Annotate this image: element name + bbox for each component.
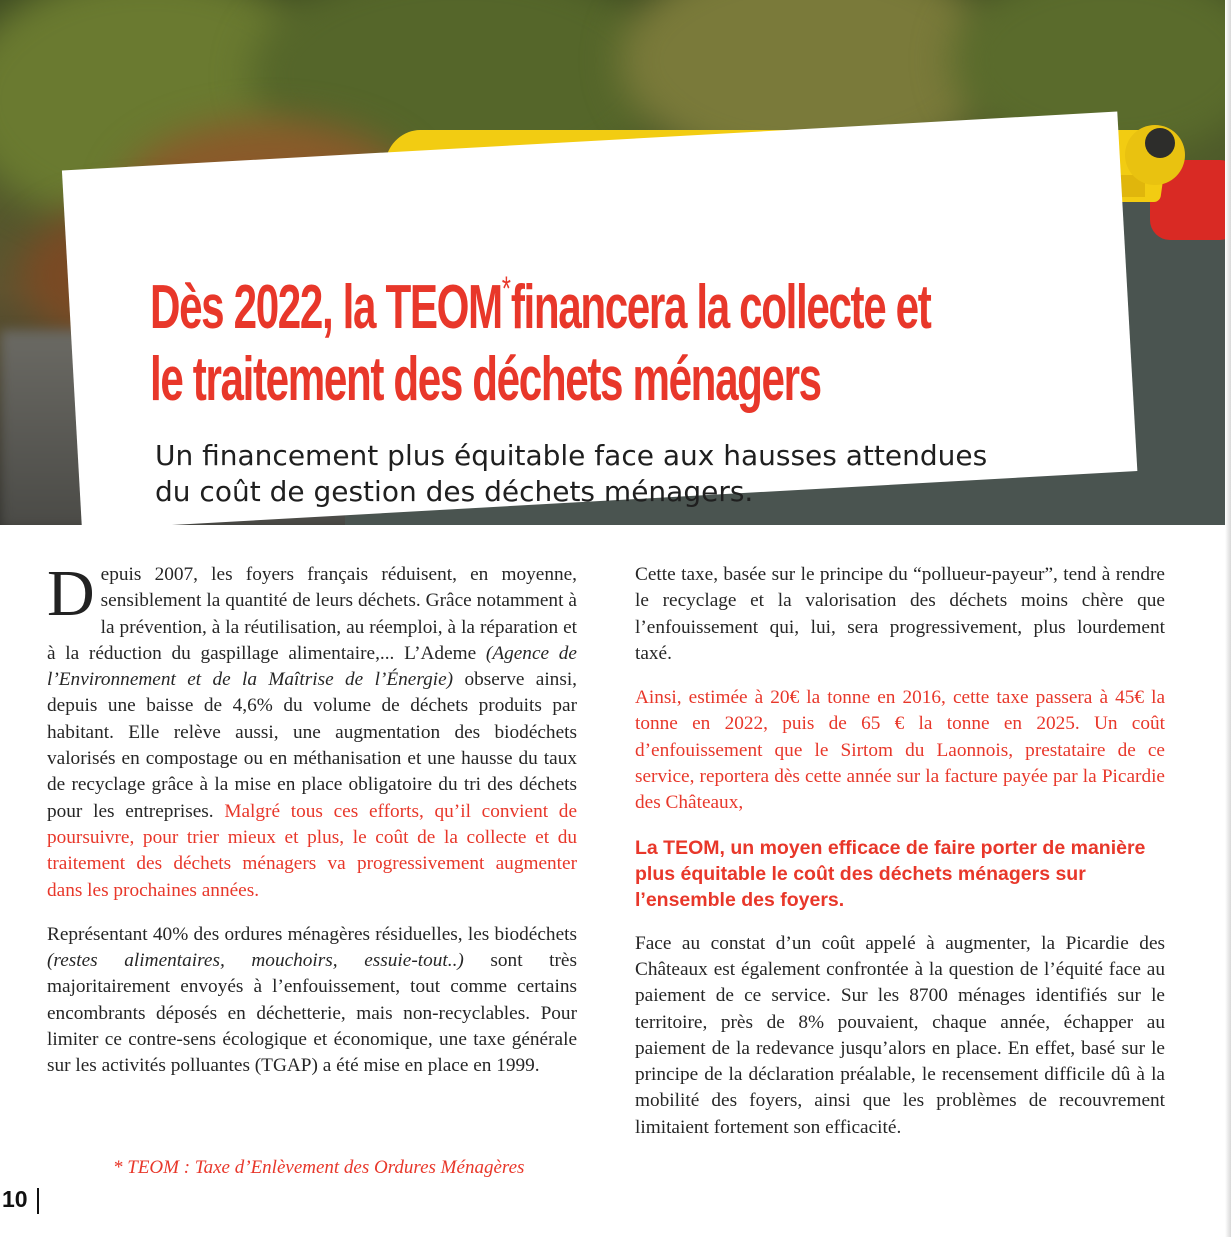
subtitle-line2: du coût de gestion des déchets ménagers.	[155, 475, 754, 508]
left-p2-text2: sont très majoritairement envoyés à l’enfouissement, tout comme certains encombrants déposés en déchetterie, mais non-recyclables. Pour limiter ce contre-sens écologique et économique, une taxe générale sur les activités polluantes (TGAP) a été mise en place en 1999.	[47, 950, 577, 1077]
left-p1-highlight: Malgré tous ces efforts, qu’il convient de poursuivre, pour trier mieux et plus, le coût de la collecte et du traitement des déchets ménagers va progressivement augmenter dans les prochaines années.	[47, 800, 577, 901]
right-paragraph-3: Face au constat d’un coût appelé à augmenter, la Picardie des Châteaux est également confrontée à la question de l’équité face au paiement de ce service. Sur les 8700 ménages identifiés sur le territoire, près de 8% pouvaient, chaque année, échapper au paiement de la redevance jusqu’alors en place. En effet, basé sur le principe de la déclaration préalable, le recensement difficile dû à la mobilité des foyers, ainsi que les problèmes de recouvrement limitaient fortement son efficacité.	[635, 932, 1165, 1138]
left-column	[47, 557, 577, 1080]
left-p2-italic: (restes alimentaires, mouchoirs, essuie-tout..)	[47, 950, 464, 972]
left-p2-text: Représentant 40% des ordures ménagères résiduelles, les biodéchets	[47, 923, 577, 945]
left-p1-text2: observe ainsi, depuis une baisse de 4,6% du volume de déchets produits par habitant. Elle relève aussi, une augmentation des biodéchets valorisés en compostage ou en méthanisation et une hausse du taux de recyclage grâce à la mise en place obligatoire du tri des déchets pour les entreprises.	[47, 669, 577, 822]
right-paragraph-2: Ainsi, estimée à 20€ la tonne en 2016, cette taxe passera à 45€ la tonne en 2022, puis de 65 € la tonne en 2025. Un coût d’enfouissement que le Sirtom du Laonnois, prestataire de ce service, reportera dès cette année sur la facture payée par la Picardie des Châteaux,	[635, 687, 1165, 814]
page-number-divider	[37, 1188, 39, 1214]
right-column	[635, 562, 1165, 1141]
right-paragraph-1: Cette taxe, basée sur le principe du “pollueur-payeur”, tend à rendre le recyclage et la valorisation des déchets moins chère que l’enfouissement qui, lui, sera progressivement, plus lourdement taxé.	[635, 564, 1165, 664]
left-paragraph-2	[47, 922, 577, 1080]
title-line1-before: Dès 2022, la TEOM	[150, 273, 502, 342]
page-edge	[1225, 0, 1231, 1237]
page-number: 10	[2, 1186, 28, 1212]
title-line2: le traitement des déchets ménagers	[150, 345, 821, 414]
left-p1-text: epuis 2007, les foyers français réduisent, en moyenne, sensiblement la quantité de leurs déchets. Grâce notamment à la prévention, à la réutilisation, au réemploi, à la réparation et à la réduction du gaspillage alimentaire,... L’Ademe	[47, 564, 577, 664]
page-title	[150, 253, 931, 416]
title-asterisk: *	[501, 270, 511, 308]
left-paragraph-1	[47, 557, 577, 904]
page-subtitle	[155, 438, 995, 510]
title-line1-after: financera la collecte et	[510, 273, 931, 342]
drop-cap: D	[47, 557, 95, 630]
subtitle-line1: Un financement plus équitable face aux hausses attendues	[155, 439, 988, 472]
footnote: * TEOM : Taxe d’Enlèvement des Ordures Ménagères	[113, 1157, 525, 1178]
left-p1-italic: (Agence de l’Environnement et de la Maîtrise de l’Énergie)	[47, 642, 577, 691]
section-heading: La TEOM, un moyen efficace de faire porter de manière plus équitable le coût des déchets ménagers sur l’ensemble des foyers.	[635, 836, 1146, 911]
